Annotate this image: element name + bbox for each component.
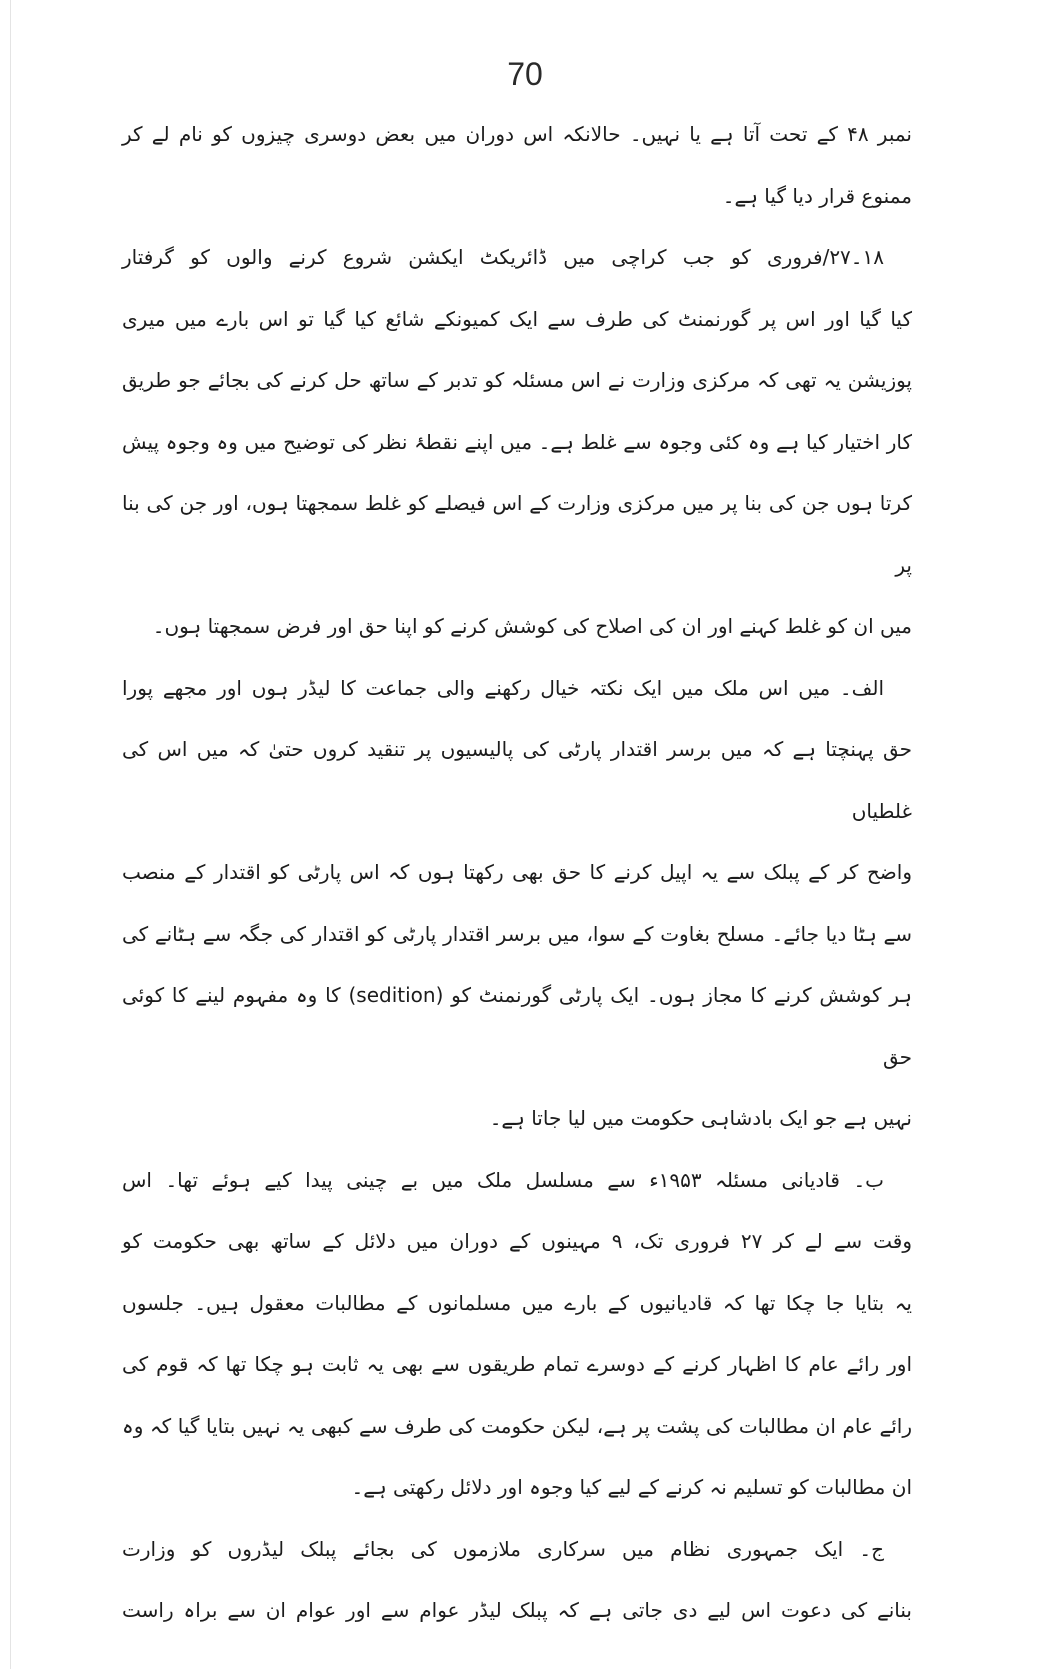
text-line: نہیں ہے جو ایک بادشاہی حکومت میں لیا جاتا ہے۔ — [489, 1106, 912, 1130]
text-line: اور رائے عام کا اظہار کرنے کے دوسرے تمام طریقوں سے بھی یہ ثابت ہو چکا تھا کہ قوم کی — [122, 1352, 912, 1376]
text-line: پوزیشن یہ تھی کہ مرکزی وزارت نے اس مسئلہ کو تدبر کے ساتھ حل کرنے کی بجائے جو طریق — [122, 368, 912, 392]
text-line: واضح کر کے پبلک سے یہ اپیل کرنے کا حق بھی رکھتا ہوں کہ اس پارٹی کو اقتدار کے منصب — [122, 860, 912, 884]
text-line: سے ہٹا دیا جائے۔ مسلح بغاوت کے سوا، میں برسر اقتدار پارٹی کو اقتدار کی جگہ سے ہٹانے کی — [122, 921, 912, 946]
body-text — [122, 104, 912, 1642]
text-line: یہ بتایا جا چکا تھا کہ قادیانیوں کے بارے میں مسلمانوں کے مطالبات معقول ہیں۔ جلسوں — [122, 1290, 912, 1315]
paragraph-start-line: الف۔ میں اس ملک میں ایک نکتہ خیال رکھنے والی جماعت کا لیڈر ہوں اور مجھے پورا — [122, 675, 884, 700]
paragraph-start-line: ب۔ قادیانی مسئلہ ۱۹۵۳ء سے مسلسل ملک میں بے چینی پیدا کیے ہوئے تھا۔ اس — [122, 1167, 884, 1192]
text-line: رائے عام ان مطالبات کی پشت پر ہے، لیکن حکومت کی طرف سے کبھی یہ نہیں بتایا گیا کہ وہ — [122, 1413, 912, 1438]
text-line: ہر کوشش کرنے کا مجاز ہوں۔ ایک پارٹی گورنمنٹ کو (sedition) کا وہ مفہوم لینے کا کوئی حق — [122, 983, 912, 1069]
text-line: وقت سے لے کر ۲۷ فروری تک، ۹ مہینوں کے دوران میں دلائل کے ساتھ بھی حکومت کو — [122, 1229, 913, 1253]
text-line: کار اختیار کیا ہے وہ کئی وجوہ سے غلط ہے۔ میں اپنے نقطۂ نظر کی توضیح میں وہ وجوہ پیش — [122, 429, 912, 454]
text-line: ممنوع قرار دیا گیا ہے۔ — [722, 183, 912, 208]
paragraph-start-line: ۱۸۔۲۷/فروری کو جب کراچی میں ڈائریکٹ ایکشن شروع کرنے والوں کو گرفتار — [122, 245, 884, 269]
paragraph-start-line: ج۔ ایک جمہوری نظام میں سرکاری ملازموں کی بجائے پبلک لیڈروں کو وزارت — [122, 1536, 884, 1561]
text-line: میں ان کو غلط کہنے اور ان کی اصلاح کی کوشش کرنے کو اپنا حق اور فرض سمجھتا ہوں۔ — [152, 614, 912, 638]
text-line: حق پہنچتا ہے کہ میں برسر اقتدار پارٹی کی پالیسیوں پر تنقید کروں حتیٰ کہ میں اس کی غلطیاں — [122, 737, 912, 823]
text-line: نمبر ۴۸ کے تحت آتا ہے یا نہیں۔ حالانکہ اس دوران میں بعض دوسری چیزوں کو نام لے کر — [122, 122, 912, 146]
page-edge — [10, 0, 11, 1669]
page-number: 70 — [507, 56, 543, 92]
text-line: بنانے کی دعوت اس لیے دی جاتی ہے کہ پبلک لیڈر عوام سے اور عوام ان سے براہ راست — [122, 1598, 912, 1622]
text-line: کرتا ہوں جن کی بنا پر میں مرکزی وزارت کے اس فیصلے کو غلط سمجھتا ہوں، اور جن کی بنا پر — [122, 491, 912, 577]
text-line: کیا گیا اور اس پر گورنمنٹ کی طرف سے ایک کمیونکے شائع کیا گیا تو اس بارے میں میری — [122, 306, 912, 331]
text-line: ان مطالبات کو تسلیم نہ کرنے کے لیے کیا وجوہ اور دلائل رکھتی ہے۔ — [351, 1475, 912, 1499]
